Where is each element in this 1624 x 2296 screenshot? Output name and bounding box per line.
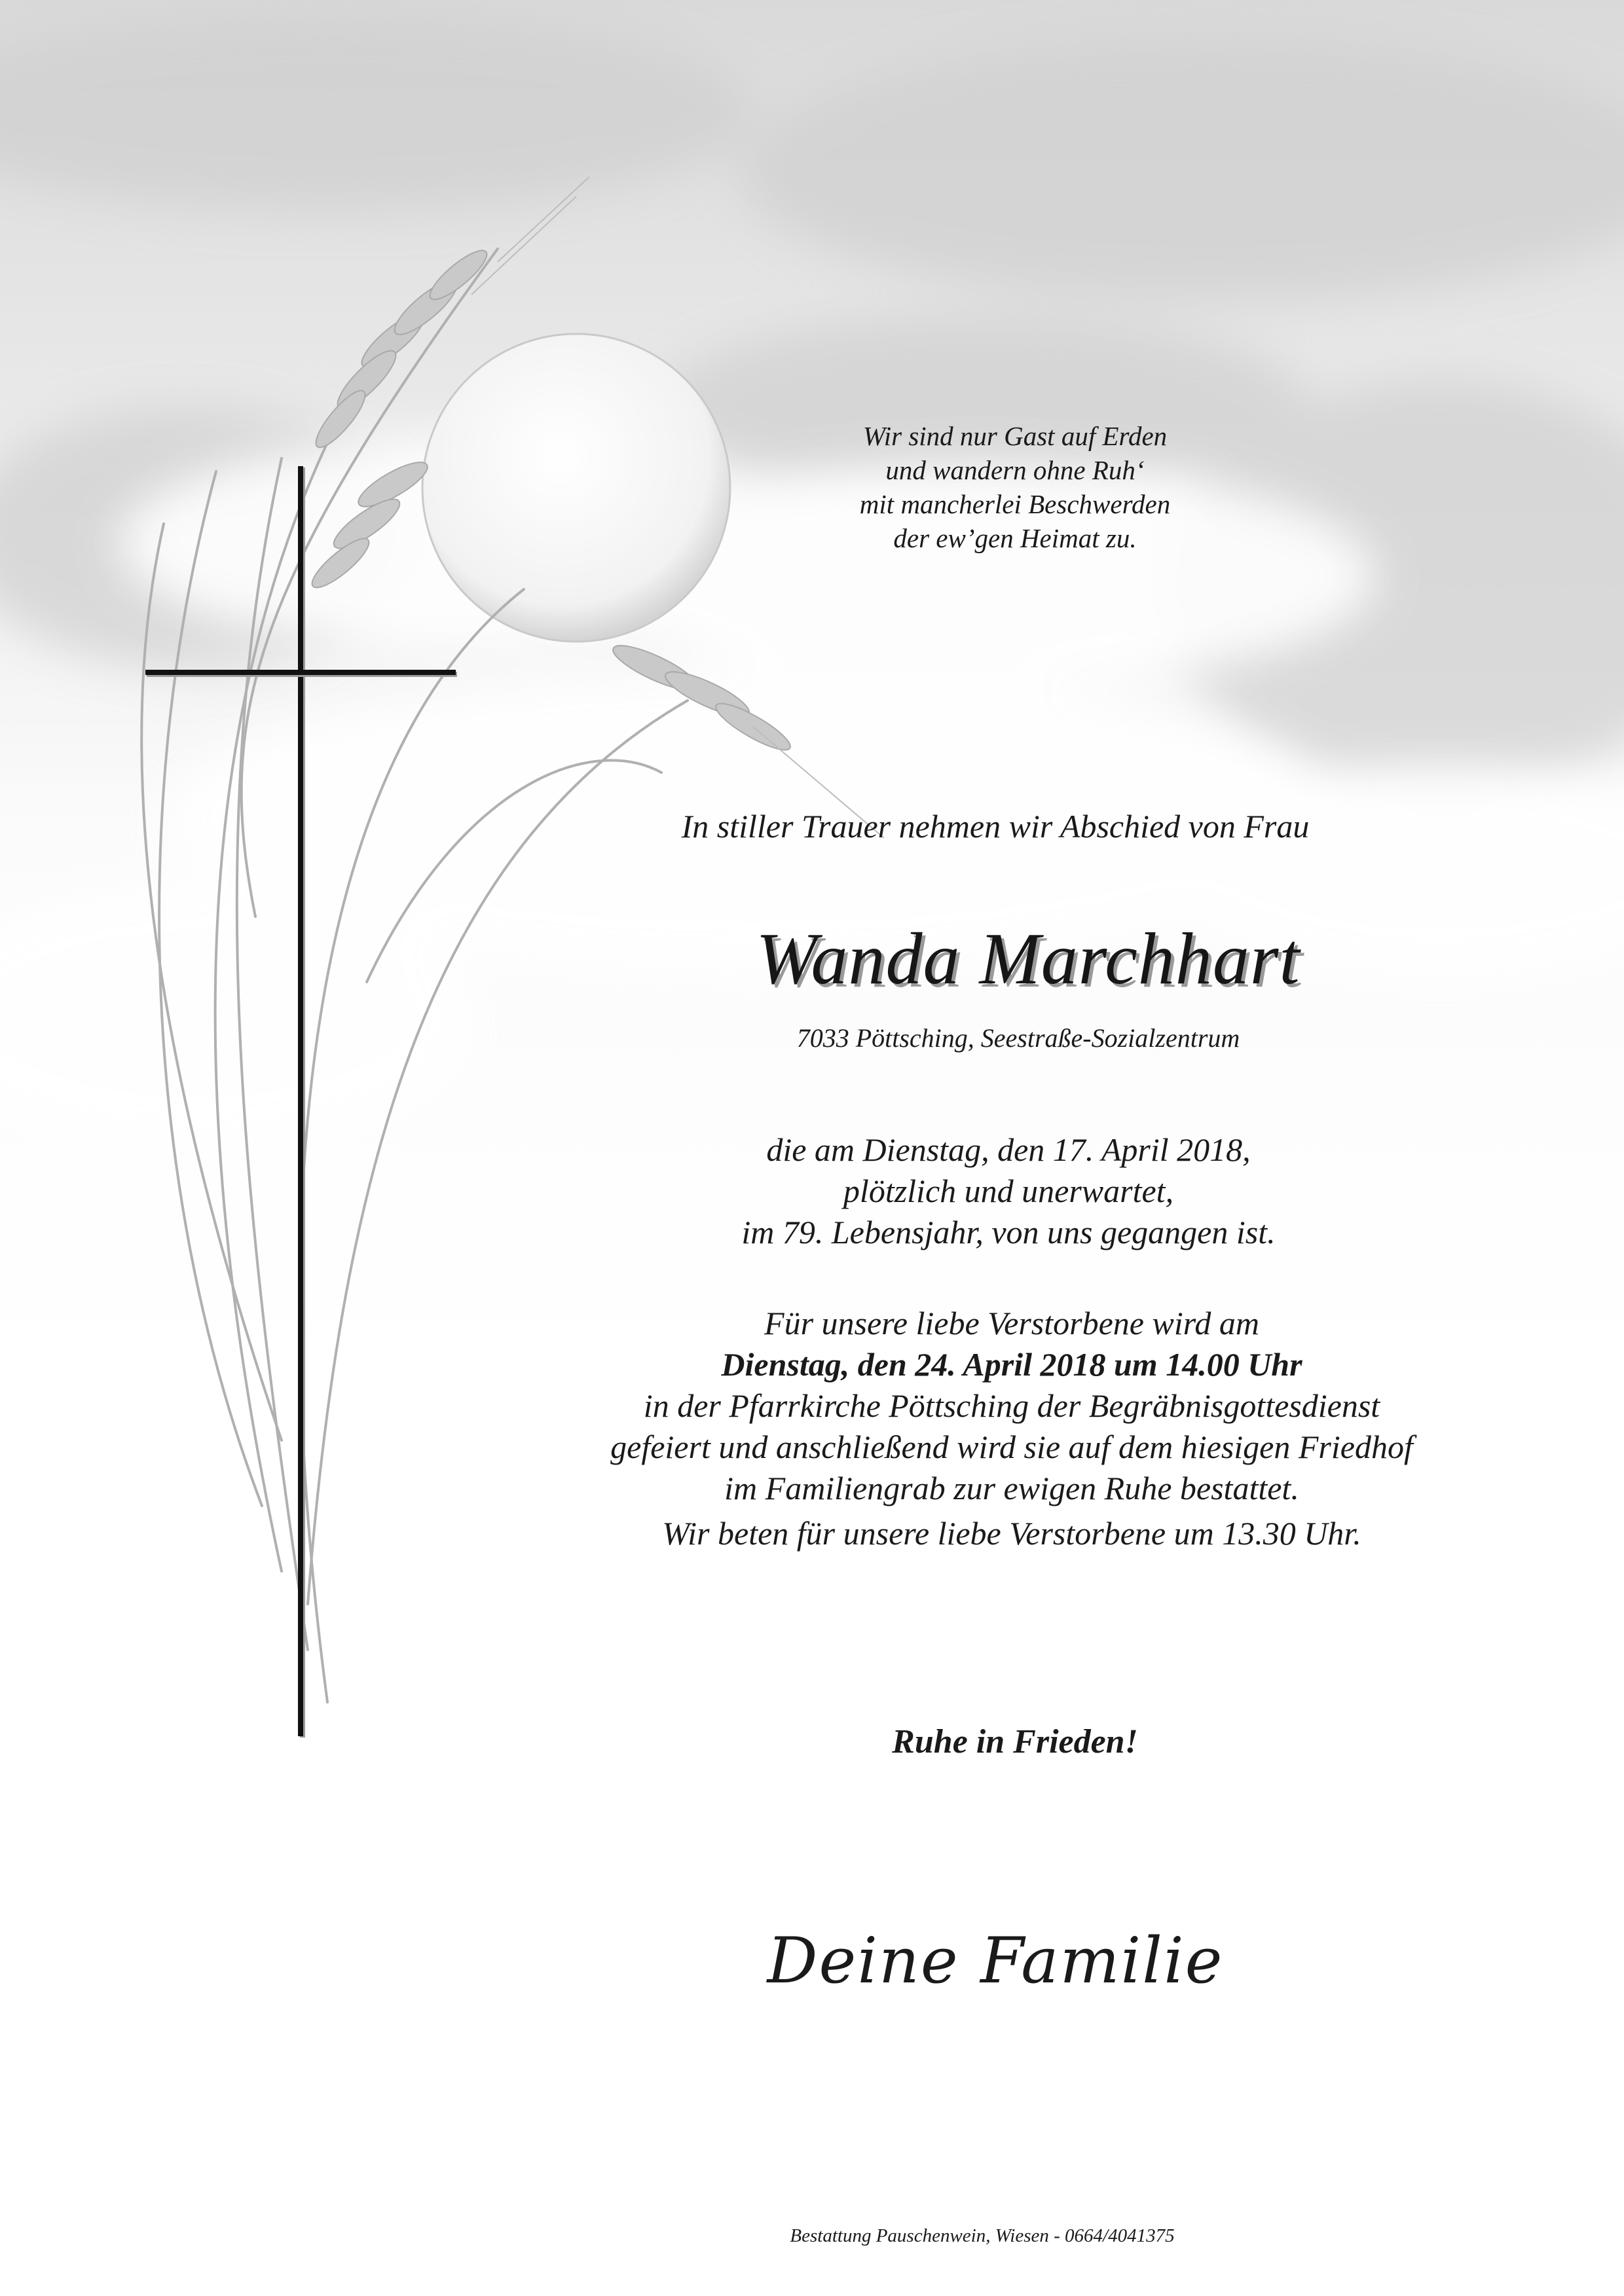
death-notice-line: die am Dienstag, den 17. April 2018, [766, 1131, 1251, 1168]
service-line: gefeiert und anschließend wird sie auf dem hiesigen Friedhof [610, 1429, 1413, 1465]
service-line: im Familiengrab zur ewigen Ruhe bestattet. [724, 1470, 1299, 1506]
closing-words: Ruhe in Frieden! [892, 1723, 1138, 1760]
poem-line: der ew’gen Heimat zu. [893, 523, 1137, 553]
service-date: Dienstag, den 24. April 2018 um 14.00 Uhr [721, 1346, 1302, 1383]
service-line: in der Pfarrkirche Pöttsching der Begräbnisgottesdienst [643, 1387, 1380, 1424]
deceased-name: Wanda Marchhart [756, 919, 1301, 1000]
funeral-service-info [511, 1303, 1513, 1554]
prayer-time: Wir beten für unsere liebe Verstorbene um 13.30 Uhr. [662, 1515, 1361, 1552]
farewell-intro: In stiller Trauer nehmen wir Abschied von Frau [681, 808, 1310, 845]
cross-vertical-bar [298, 466, 303, 1736]
death-notice [589, 1129, 1428, 1253]
poem-line: und wandern ohne Ruh‘ [885, 455, 1145, 485]
family-signature: Deine Familie [767, 1924, 1224, 1997]
cross-horizontal-bar [145, 670, 456, 675]
death-notice-line: im 79. Lebensjahr, von uns gegangen ist. [741, 1214, 1276, 1250]
poem-line: mit mancherlei Beschwerden [859, 489, 1171, 519]
death-notice-line: plötzlich und unerwartet, [843, 1173, 1174, 1209]
poem [727, 419, 1303, 555]
poem-line: Wir sind nur Gast auf Erden [862, 421, 1168, 451]
funeral-home-footer: Bestattung Pauschenwein, Wiesen - 0664/4041375 [790, 2225, 1175, 2246]
deceased-address: 7033 Pöttsching, Seestraße-Sozialzentrum [796, 1023, 1240, 1053]
service-line: Für unsere liebe Verstorbene wird am [764, 1305, 1259, 1341]
